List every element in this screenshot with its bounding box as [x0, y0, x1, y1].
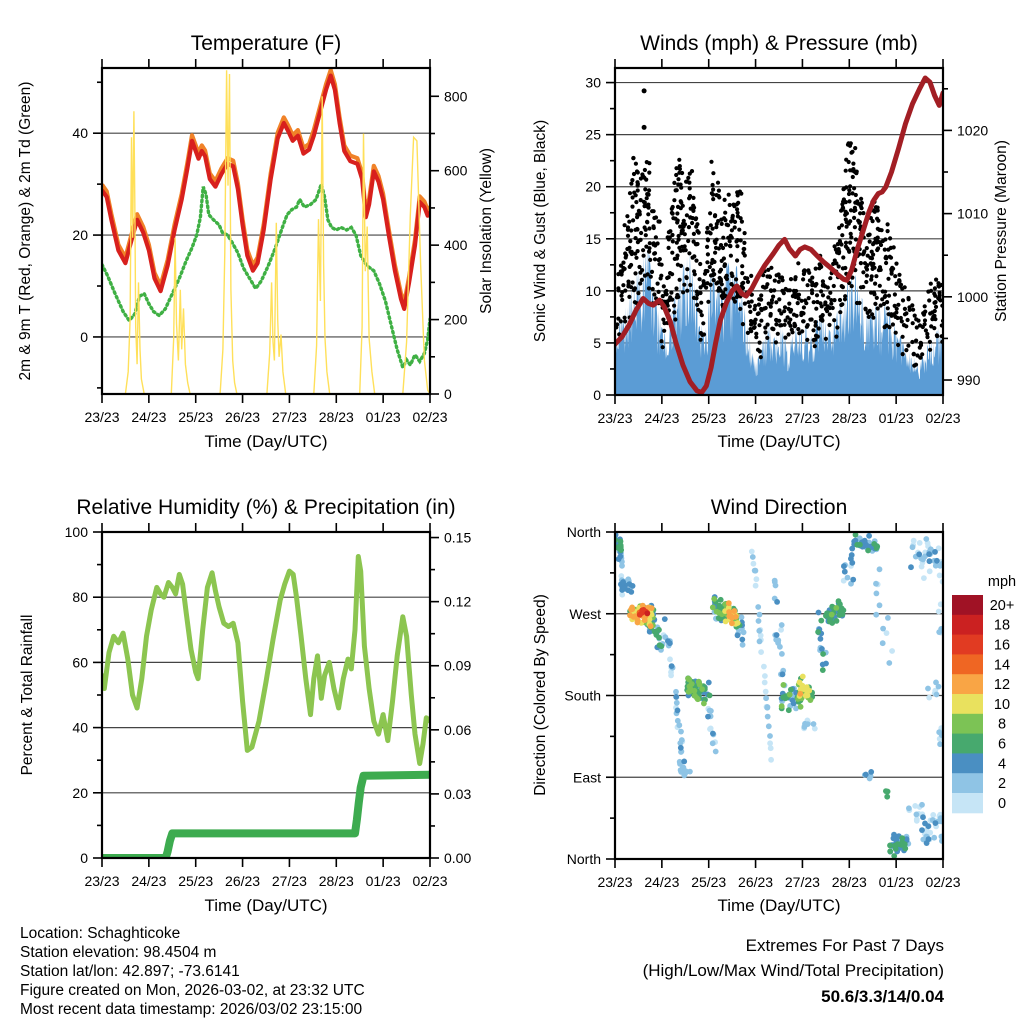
footer-extremes	[643, 936, 945, 1006]
footer-elevation: Station elevation: 98.4504 m	[20, 944, 217, 961]
winds-title: Winds (mph) & Pressure (mb)	[640, 32, 918, 55]
tick-label: 10	[585, 282, 601, 299]
colorbar-cell	[952, 595, 983, 615]
colorbar-label: 20+	[989, 597, 1015, 614]
tick-label: 20	[585, 178, 601, 195]
tick-label: 60	[72, 654, 88, 671]
temperature-right-axis-label: Solar Insolation (Yellow)	[478, 148, 495, 314]
x-tick-label: 01/23	[878, 874, 914, 890]
temperature-plot-area	[72, 59, 467, 425]
series-layer	[102, 557, 430, 859]
colorbar-label: 6	[997, 736, 1007, 753]
x-tick-label: 25/23	[691, 874, 727, 890]
x-tick-label: 26/23	[225, 873, 261, 889]
footer-latlon: Station lat/lon: 42.897; -73.6141	[20, 963, 240, 980]
x-tick-label: 23/23	[597, 874, 633, 890]
colorbar-label: 16	[993, 637, 1011, 654]
x-tick-label: 02/23	[925, 410, 961, 426]
temperature-x-axis-label: Time (Day/UTC)	[204, 432, 328, 451]
tick-label: South	[564, 687, 601, 704]
panel-wind-direction	[532, 496, 1016, 915]
x-tick-label: 23/23	[597, 410, 633, 426]
x-tick-label: 27/23	[271, 409, 307, 425]
tick-label: 20	[72, 784, 88, 801]
tick-label: 80	[72, 589, 88, 606]
tick-label: 15	[585, 230, 601, 247]
tick-label: 30	[585, 74, 601, 91]
tick-label: 200	[444, 311, 468, 328]
colorbar-cell	[952, 734, 983, 754]
x-tick-label: 27/23	[271, 873, 307, 889]
winds-x-axis-label: Time (Day/UTC)	[717, 432, 841, 451]
x-tick-label: 23/23	[84, 873, 120, 889]
colorbar-label: 8	[997, 716, 1007, 733]
colorbar-label: 18	[993, 617, 1011, 634]
tick-label: 1000	[957, 288, 989, 305]
precip-total-line	[102, 775, 430, 858]
extremes-values: 50.6/3.3/14/0.04	[821, 987, 944, 1006]
colorbar-label: 12	[993, 677, 1011, 694]
tick-label: 0.09	[444, 657, 472, 674]
colorbar-cell	[952, 615, 983, 635]
tick-label: 400	[444, 237, 468, 254]
gust-black-dots	[614, 88, 945, 367]
solar-yellow-line	[102, 70, 430, 394]
tick-label: 0.15	[444, 529, 472, 546]
tick-label: 100	[64, 524, 88, 540]
tick-label: 40	[72, 719, 88, 736]
colorbar-cell	[952, 793, 983, 813]
colorbar-cell	[952, 714, 983, 734]
x-tick-label: 26/23	[738, 874, 774, 890]
x-tick-label: 02/23	[412, 409, 448, 425]
x-tick-label: 28/23	[318, 873, 354, 889]
extremes-line1: Extremes For Past 7 Days	[745, 936, 944, 955]
tick-label: 1010	[957, 205, 989, 222]
footer-station-info	[20, 925, 365, 1018]
x-tick-label: 25/23	[178, 873, 214, 889]
tick-label: 990	[957, 372, 981, 389]
colorbar-cell	[952, 694, 983, 714]
wind-direction-plot-area	[564, 523, 960, 890]
colorbar-label: 0	[997, 795, 1007, 812]
x-tick-label: 02/23	[925, 874, 961, 890]
humidity-left-axis-label: Percent & Total Rainfall	[19, 614, 36, 776]
tick-label: 0	[80, 850, 88, 866]
x-tick-label: 27/23	[784, 874, 820, 890]
footer-timestamp: Most recent data timestamp: 2026/03/02 23:15:00	[20, 1001, 363, 1018]
x-tick-label: 23/23	[84, 409, 120, 425]
x-tick-label: 26/23	[738, 410, 774, 426]
tick-label: 600	[444, 162, 468, 179]
tick-label: North	[566, 851, 601, 867]
colorbar-cell	[952, 773, 983, 793]
plot-frame	[102, 68, 430, 394]
tick-label: 800	[444, 88, 468, 105]
series-layer	[102, 70, 430, 394]
tick-label: 20	[72, 227, 88, 244]
tick-label: 0	[80, 328, 88, 345]
x-tick-label: 28/23	[318, 409, 354, 425]
tick-label: 0.03	[444, 785, 472, 802]
x-tick-label: 28/23	[831, 874, 867, 890]
x-tick-label: 25/23	[691, 410, 727, 426]
x-tick-label: 24/23	[131, 873, 167, 889]
tick-label: 0	[593, 387, 601, 403]
gust-outlier-dot	[642, 88, 647, 93]
humidity-x-axis-label: Time (Day/UTC)	[204, 896, 328, 915]
wind-direction-title: Wind Direction	[710, 496, 848, 519]
tick-label: 5	[593, 334, 601, 351]
x-tick-label: 24/23	[131, 409, 167, 425]
gust-outlier-dot	[642, 125, 647, 130]
speed-colorbar	[952, 595, 1014, 813]
colorbar-unit-label: mph	[987, 574, 1017, 590]
x-tick-label: 01/23	[365, 409, 401, 425]
tick-label: 0	[444, 386, 452, 402]
tick-label: 0.12	[444, 593, 472, 610]
panel-temperature	[17, 32, 495, 451]
temperature-title: Temperature (F)	[190, 32, 342, 55]
humidity-plot-area	[65, 523, 472, 889]
wind-direction-left-axis-label: Direction (Colored By Speed)	[532, 594, 549, 796]
panel-winds-pressure	[532, 32, 1010, 451]
x-tick-label: 01/23	[878, 410, 914, 426]
winds-left-axis-label: Sonic Wind & Gust (Blue, Black)	[532, 119, 549, 343]
footer-location: Location: Schaghticoke	[20, 925, 181, 942]
tick-label: 0.00	[444, 850, 472, 866]
extremes-line2: (High/Low/Max Wind/Total Precipitation)	[642, 961, 944, 980]
colorbar-cell	[952, 674, 983, 694]
series-layer	[614, 78, 945, 395]
x-tick-label: 25/23	[178, 409, 214, 425]
tick-label: 25	[585, 126, 601, 143]
tick-label: 40	[72, 125, 88, 142]
tick-label: East	[572, 769, 601, 786]
colorbar-label: 2	[997, 776, 1007, 793]
tick-label: North	[566, 524, 601, 540]
panel-humidity-precip	[19, 496, 471, 915]
colorbar-label: 14	[993, 657, 1011, 674]
x-tick-label: 28/23	[831, 410, 867, 426]
humidity-line	[102, 557, 430, 764]
colorbar-cell	[952, 635, 983, 655]
colorbar-label: 4	[997, 756, 1007, 773]
tick-label: 1020	[957, 122, 989, 139]
colorbar-cell	[952, 753, 983, 773]
x-tick-label: 01/23	[365, 873, 401, 889]
tick-label: 0.06	[444, 721, 472, 738]
x-tick-label: 02/23	[412, 873, 448, 889]
tick-label: West	[569, 605, 601, 622]
colorbar-label: 10	[993, 696, 1011, 713]
winds-right-axis-label: Station Pressure (Maroon)	[993, 140, 1010, 322]
x-tick-label: 26/23	[225, 409, 261, 425]
x-tick-label: 24/23	[644, 874, 680, 890]
humidity-title: Relative Humidity (%) & Precipitation (in)	[76, 496, 456, 519]
footer-created: Figure created on Mon, 2026-03-02, at 23:32 UTC	[20, 982, 365, 999]
winds-plot-area	[585, 59, 988, 426]
x-tick-label: 24/23	[644, 410, 680, 426]
wind-direction-x-axis-label: Time (Day/UTC)	[717, 896, 841, 915]
x-tick-label: 27/23	[784, 410, 820, 426]
colorbar-cell	[952, 654, 983, 674]
temperature-left-axis-label: 2m & 9m T (Red, Orange) & 2m Td (Green)	[17, 81, 34, 381]
